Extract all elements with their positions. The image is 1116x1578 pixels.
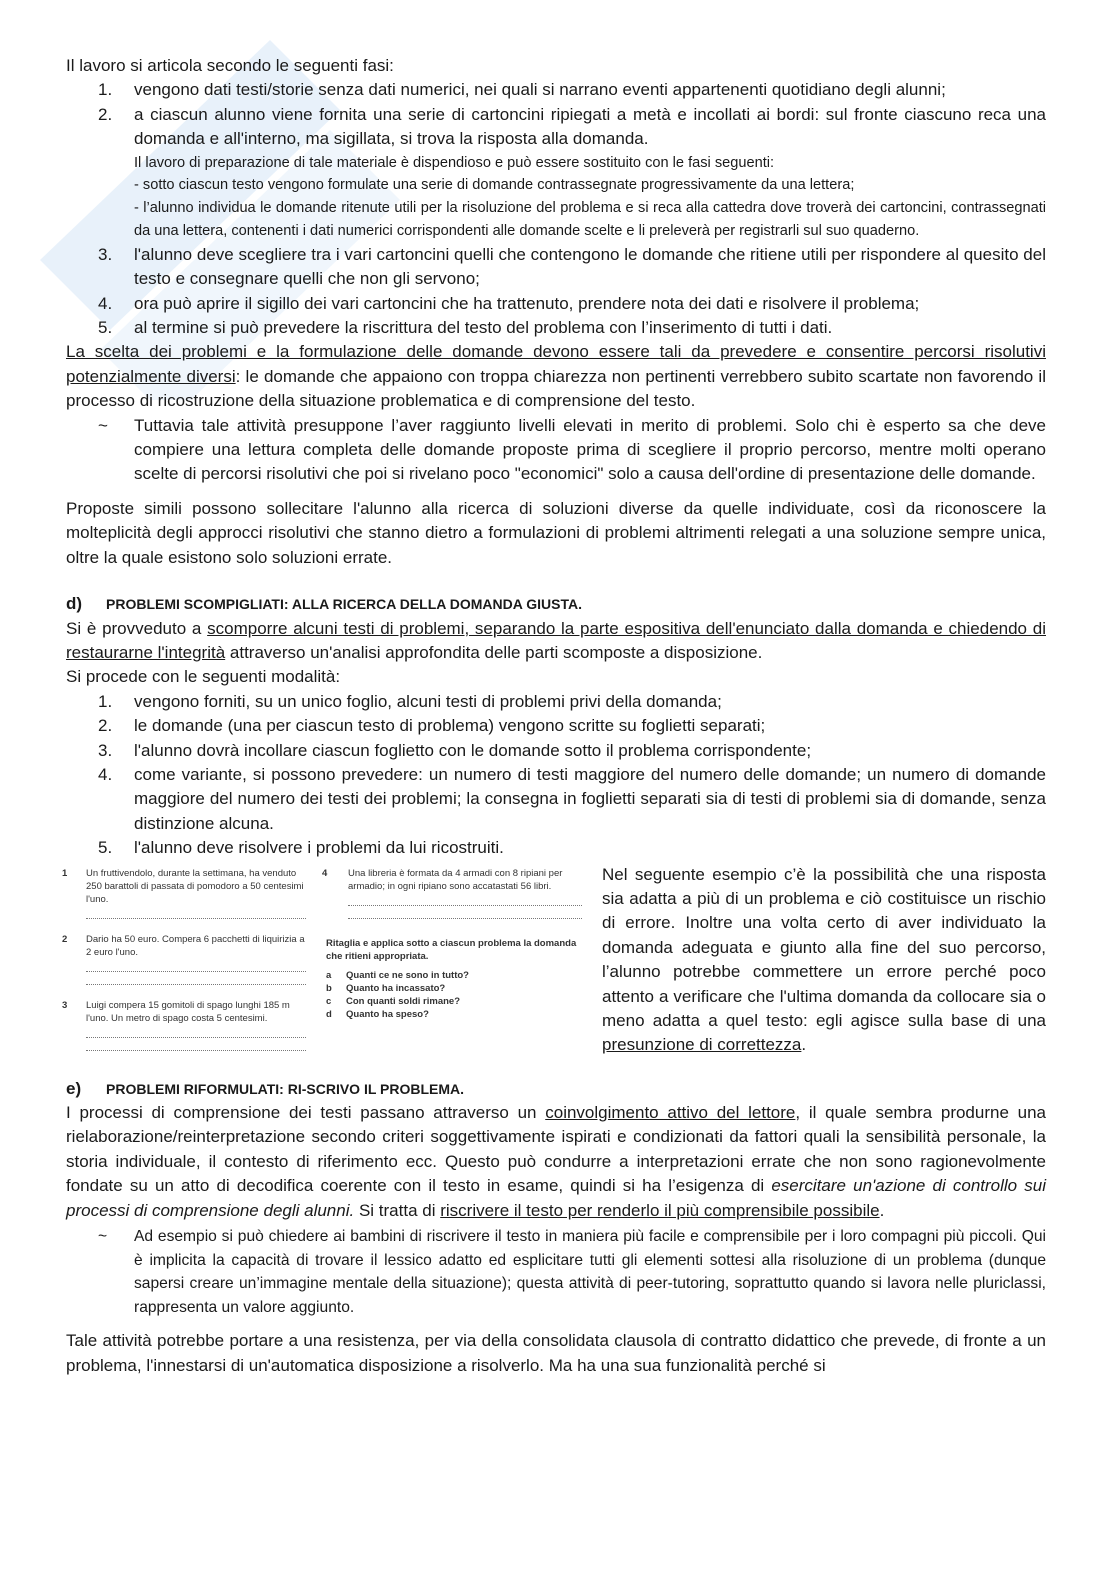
- figure-problem-2: 2 Dario ha 50 euro. Compera 6 pacchetti di liquirizia a 2 euro l'uno.: [66, 933, 306, 985]
- section-d-heading: d) PROBLEMI SCOMPIGLIATI: ALLA RICERCA DELLA DOMANDA GIUSTA.: [66, 594, 582, 614]
- figure-problem-1: 1 Un fruttivendolo, durante la settimana, ha venduto 250 barattoli di passata di pomodoro a 50 centesimi l'uno.: [66, 867, 306, 919]
- figure-problem-3: 3 Luigi compera 15 gomitoli di spago lunghi 185 m l'uno. Un metro di spago costa 5 centesimi.: [66, 999, 306, 1051]
- list-item: 3. l'alunno dovrà incollare ciascun foglietto con le domande sotto il problema corrispondente;: [98, 740, 812, 760]
- section-d-intro: Si procede con le seguenti modalità:: [66, 667, 341, 687]
- list-item: 2. le domande (una per ciascun testo di problema) vengono scritte su foglietti separati;: [98, 716, 766, 736]
- phases-list-cont: [66, 243, 1046, 341]
- final-paragraph: Tale attività potrebbe portare a una resistenza, per via della consolidata clausola di contratto didattico che prevede, di fronte a un problema, l'innestarsi di un'automatica disposizione a risolverlo. Ma ha una sua funzionalità perché si: [66, 1331, 1046, 1375]
- list-item: 4. ora può aprire il sigillo dei vari cartoncini che ha trattenuto, prendere nota dei dati e risolvere il problema;: [98, 293, 920, 313]
- section-e-paragraph: I processi di comprensione dei testi passano attraverso un coinvolgimento attivo del lettore, il quale sembra produrne una rielaborazione/reinterpretazione secondo criteri soggettivamente ispirati e condizionati da fattori quali la sensibilità personale, la storia individuale, il contesto di riferimento ecc. Questo può condurre a interpretazioni errate che non sono ragionevolmente fondate su un atto di decodifica coerente con il testo in esame, quindi si ha l’esigenza di esercitare un'azione di controllo sui processi di comprensione degli alunni. Si tratta di riscrivere il testo per renderlo il più comprensibile possibile.: [66, 1102, 1047, 1220]
- example-description: Nel seguente esempio c’è la possibilità che una risposta sia adatta a più di un problema e ciò costituisce un rischio di errore. Inoltre una volta certo di aver individuato la domanda adeguata e giunto alla fine del suo percorso, l’alunno potrebbe commettere un errore perché poco attento a verificare che l'ultima domanda da collocare sia o meno adatta a quel testo: egli agisce sulla base di una presunzione di correttezza.: [602, 864, 1046, 1055]
- figure-questions: a Quanti ce ne sono in tutto? b Quanto ha incassato? c Con quanti soldi rimane? d Quanto ha speso?: [326, 969, 469, 1020]
- list-item: 5. al termine si può prevedere la riscrittura del testo del problema con l’inserimento di tutti i dati.: [98, 318, 833, 338]
- list-item: 1. vengono dati testi/storie senza dati numerici, nei quali si narrano eventi appartenenti quotidiano degli alunni;: [98, 80, 946, 100]
- bullet-note: ~ Tuttavia tale attività presuppone l’aver raggiunto livelli elevati in merito di problemi. Solo chi è esperto sa che deve compiere una lettura completa delle domande proposte prima di scegliere il proprio percorso, mentre molti operano scelte di percorsi risolutivi che poi si rivelano poco "economici" solo a causa dell'ordine di presentazione delle domande.: [98, 415, 1046, 484]
- list-item: 5. l'alunno deve risolvere i problemi da lui ricostruiti.: [98, 838, 504, 858]
- modalities-list: [66, 690, 1046, 861]
- phases-list: [66, 78, 1046, 151]
- list-item: 1. vengono forniti, su un unico foglio, alcuni testi di problemi privi della domanda;: [98, 691, 722, 711]
- section-e-heading: e) PROBLEMI RIFORMULATI: RI-SCRIVO IL PROBLEMA.: [66, 1078, 465, 1098]
- document-page: [62, 54, 1047, 1378]
- paragraph-choice: La scelta dei problemi e la formulazione delle domande devono essere tali da prevedere e consentire percorsi risolutivi potenzialmente diversi: le domande che appaiono con troppa chiarezza non pertinenti verrebbero subito scartate non favorendo il processo di ricostruzione della situazione problematica e di comprensione del testo.: [66, 342, 1046, 411]
- intro-line: Il lavoro si articola secondo le seguenti fasi:: [66, 56, 394, 75]
- list-item: 3. l'alunno deve scegliere tra i vari cartoncini quelli che contengono le domande che ritiene utili per rispondere al quesito del testo e consegnare quelli che non gli servono;: [98, 244, 1046, 289]
- preparation-note: Il lavoro di preparazione di tale materiale è dispendioso e può essere sostituito con le fasi seguenti: - sotto ciascun testo vengono formulate una serie di domande contrassegnate progressivamente da una lettera; - l’alunno individua le domande ritenute utili per la risoluzione del problema e si reca alla cattedra dove troverà dei cartoncini, contrassegnati da una lettera, contenenti i dati numerici corrispondenti alle domande scelte e li preleverà per registrarli sul suo quaderno.: [134, 154, 1046, 240]
- example-row: [62, 863, 1046, 1075]
- list-item: 4. come variante, si possono prevedere: un numero di testi maggiore del numero delle domande; un numero di domande maggiore del numero dei testi dei problemi; la consegna in foglietti separati sia di testi di problemi sia di domande, senza distinzione alcuna.: [98, 764, 1046, 833]
- figure-problem-4: 4 Una libreria è formata da 4 armadi con 8 ripiani per armadio; in ogni ripiano sono accatastati 56 libri.: [326, 867, 582, 919]
- example-figure: [62, 867, 586, 1037]
- section-d-paragraph: Si è provveduto a scomporre alcuni testi di problemi, separando la parte espositiva dell'enunciato dalla domanda e chiedendo di restaurarne l'integrità attraverso un'analisi approfondita delle parti scomposte a disposizione.: [66, 618, 1046, 662]
- figure-instruction: Ritaglia e applica sotto a ciascun problema la domanda che ritieni appropriata.: [326, 937, 577, 962]
- list-item: 2. a ciascun alunno viene fornita una serie di cartoncini ripiegati a metà e incollati ai bordi: sul fronte ciascuno reca una domanda e all'interno, ma sigillata, si trova la risposta alla domanda.: [98, 104, 1046, 149]
- section-e-bullet: ~ Ad esempio si può chiedere ai bambini di riscrivere il testo in maniera più facile e comprensibile per i loro compagni più piccoli. Qui è implicita la capacità di trovare il lessico adatto ed esplicitare tutti gli elementi sottesi alla risoluzione di un problema (dunque sapersi creare un’immagine mentale della situazione); questa attività di peer-tutoring, soprattutto quando si lavora nelle pluriclassi, rappresenta un valore aggiunto.: [98, 1228, 1046, 1316]
- paragraph-proposals: Proposte simili possono sollecitare l'alunno alla ricerca di soluzioni diverse da quelle individuate, così da riconoscere la molteplicità degli approcci risolutivi che stanno dietro a formulazioni di problemi altrimenti relegati a una soluzione sempre unica, oltre la quale esistono solo soluzioni errate.: [66, 498, 1046, 567]
